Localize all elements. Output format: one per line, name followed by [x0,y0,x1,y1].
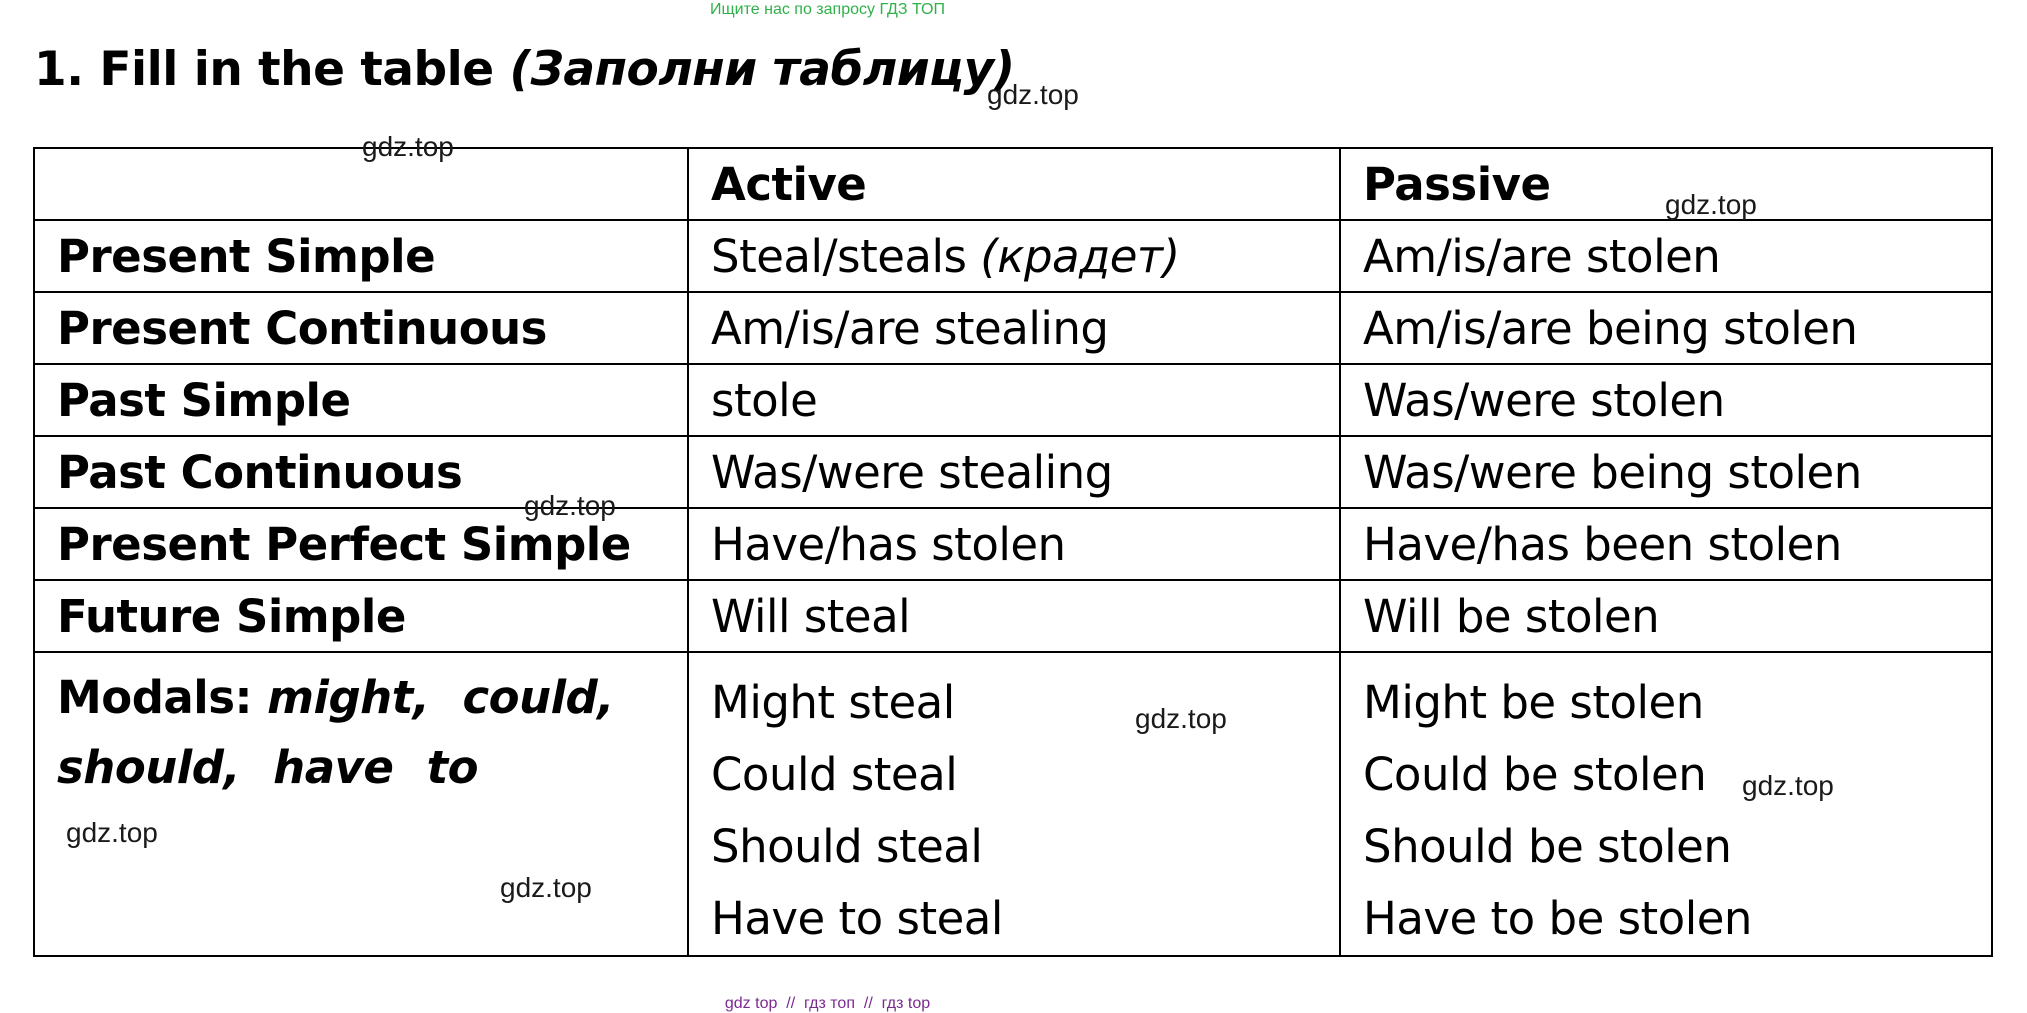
table-row [34,364,1992,436]
tense-cell: Past Continuous [34,436,688,508]
active-cell [688,220,1340,292]
modals-list: might, could, [267,671,614,724]
table-row [34,436,1992,508]
watermark-text: gdz.top [987,79,1079,110]
footer-note: gdz top // гдз топ // гдз top [724,995,931,1012]
list-item: Should be stolen [1363,820,1732,873]
watermark-text: gdz.top [1665,189,1757,220]
tense-cell: Future Simple [34,580,688,652]
passive-cell: Was/were stolen [1340,364,1992,436]
table-row [34,292,1992,364]
list-item: Could be stolen [1363,748,1707,801]
passive-cell: Am/is/are being stolen [1340,292,1992,364]
list-item: Might steal [711,676,955,729]
list-item: Have to be stolen [1363,892,1752,945]
active-cell: stole [688,364,1340,436]
active-cell-modals [688,652,1340,956]
watermark-text: gdz.top [524,490,616,521]
exercise-title-main: 1. Fill in the table [34,42,510,97]
header-cell-passive: Passive [1340,148,1992,220]
active-cell: Was/were stealing [688,436,1340,508]
watermark-text: gdz.top [362,131,454,162]
modals-label-line-2 [57,733,687,803]
watermark-text: gdz.top [1742,770,1834,801]
tense-table [33,147,1993,957]
table-row [34,580,1992,652]
watermark-text: gdz.top [1135,703,1227,734]
passive-cell: Have/has been stolen [1340,508,1992,580]
tense-cell: Past Simple [34,364,688,436]
list-item: Have to steal [711,892,1003,945]
passive-cell-modals [1340,652,1992,956]
watermark-text: gdz.top [66,817,158,848]
watermark-text: gdz.top [500,872,592,903]
list-item: Might be stolen [1363,676,1704,729]
tense-cell: Present Continuous [34,292,688,364]
modals-label-text: Modals: [57,671,268,724]
passive-cell: Was/were being stolen [1340,436,1992,508]
list-item: Should steal [711,820,983,873]
tense-cell-modals [34,652,688,956]
passive-modal-list [1363,663,1991,955]
exercise-title [34,42,1015,97]
header-cell-tense [34,148,688,220]
tense-cell: Present Simple [34,220,688,292]
active-form: Steal/steals [711,229,981,283]
modals-list-continued: should, have to [57,741,479,794]
passive-cell: Will be stolen [1340,580,1992,652]
tense-cell: Present Perfect Simple [34,508,688,580]
active-cell: Will steal [688,580,1340,652]
table-row-modals [34,652,1992,956]
modals-label [57,663,687,733]
exercise-title-translation: (Заполни таблицу) [509,42,1015,97]
top-search-hint: Ищите нас по запросу ГДЗ ТОП [710,1,945,18]
active-modal-list [711,663,1339,955]
active-cell: Have/has stolen [688,508,1340,580]
list-item: Could steal [711,748,958,801]
header-cell-active: Active [688,148,1340,220]
active-cell: Am/is/are stealing [688,292,1340,364]
passive-cell: Am/is/are stolen [1340,220,1992,292]
table-row [34,220,1992,292]
active-translation: (крадет) [980,229,1180,283]
table-row [34,508,1992,580]
